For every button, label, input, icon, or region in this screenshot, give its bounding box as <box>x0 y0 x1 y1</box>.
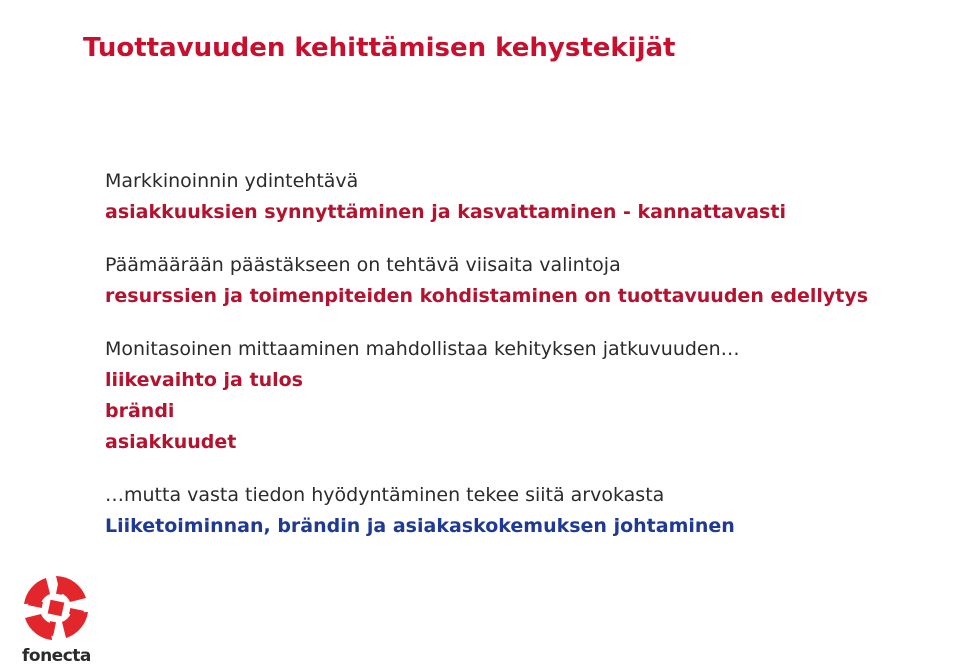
block-lead: Päämäärään päästäkseen on tehtävä viisaita valintoja <box>105 254 621 276</box>
block-lead: Markkinoinnin ydintehtävä <box>105 170 359 192</box>
block-emphasis: resurssien ja toimenpiteiden kohdistaminen on tuottavuuden edellytys <box>105 285 869 307</box>
block-emphasis: brändi <box>105 400 175 422</box>
content-block-measurement <box>105 334 955 458</box>
fonecta-cross-logo-icon <box>20 572 92 644</box>
fonecta-logo <box>20 572 92 668</box>
block-lead: …mutta vasta tiedon hyödyntäminen tekee siitä arvokasta <box>105 484 665 506</box>
block-emphasis: liikevaihto ja tulos <box>105 369 303 391</box>
content-block-utilization <box>105 480 955 542</box>
logo-wordmark: fonecta <box>22 646 91 666</box>
page-title: Tuottavuuden kehittämisen kehystekijät <box>83 33 676 63</box>
slide-content <box>105 166 955 564</box>
content-block-mission <box>105 166 955 228</box>
block-lead: Monitasoinen mittaaminen mahdollistaa kehityksen jatkuvuuden… <box>105 338 740 360</box>
content-block-choices <box>105 250 955 312</box>
block-emphasis: Liiketoiminnan, brändin ja asiakaskokemuksen johtaminen <box>105 515 735 537</box>
block-emphasis: asiakkuuksien synnyttäminen ja kasvattaminen - kannattavasti <box>105 201 786 223</box>
block-emphasis: asiakkuudet <box>105 431 237 453</box>
